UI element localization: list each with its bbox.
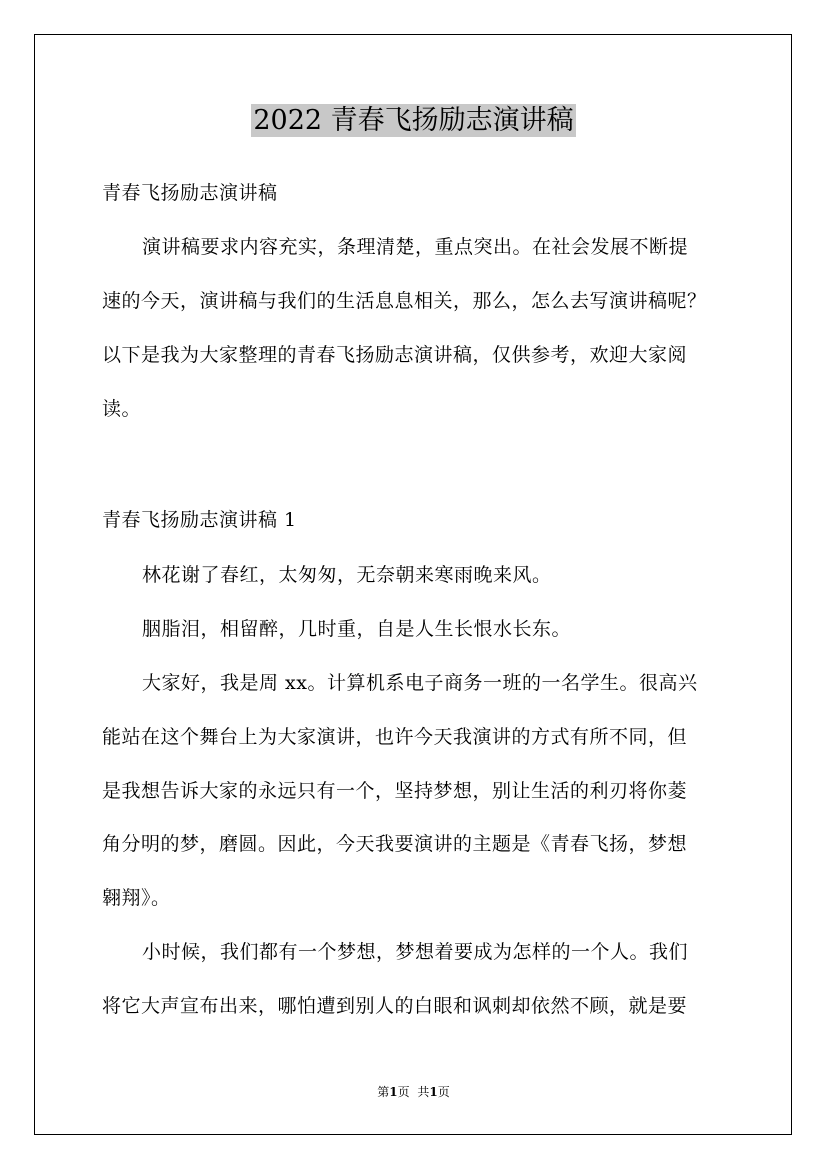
para2-line-1: 小时候，我们都有一个梦想，梦想着要成为怎样的一个人。我们	[142, 941, 689, 963]
para1-line-2: 能站在这个舞台上为大家演讲，也许今天我演讲的方式有所不同，但	[102, 726, 688, 748]
footer-total-prefix: 共	[417, 1085, 430, 1099]
page-footer	[0, 1082, 827, 1102]
para1-line-3: 是我想告诉大家的永远只有一个，坚持梦想，别让生活的利刃将你菱	[102, 780, 688, 802]
footer-page-number: 1	[389, 1085, 398, 1099]
footer-page-suffix: 页	[397, 1085, 410, 1099]
subtitle: 青春飞扬励志演讲稿	[102, 182, 278, 204]
para1-line-4: 角分明的梦，磨圆。因此，今天我要演讲的主题是《青春飞扬，梦想	[102, 833, 688, 855]
document-title-text: 2022 青春飞扬励志演讲稿	[253, 105, 574, 136]
poem-line-2: 胭脂泪，相留醉，几时重，自是人生长恨水长东。	[142, 618, 572, 640]
footer-total-suffix: 页	[437, 1085, 450, 1099]
document-title	[0, 101, 827, 141]
para1-line-5: 翱翔》。	[102, 887, 171, 909]
intro-line-4: 读。	[102, 398, 142, 420]
poem-line-1: 林花谢了春红，太匆匆，无奈朝来寒雨晚来风。	[142, 564, 552, 586]
section-heading: 青春飞扬励志演讲稿 1	[102, 509, 297, 531]
footer-total-pages: 1	[429, 1085, 438, 1099]
intro-line-1: 演讲稿要求内容充实，条理清楚，重点突出。在社会发展不断提	[142, 236, 689, 258]
intro-line-2: 速的今天，演讲稿与我们的生活息息相关，那么，怎么去写演讲稿呢？	[102, 290, 707, 312]
intro-line-3: 以下是我为大家整理的青春飞扬励志演讲稿，仅供参考，欢迎大家阅	[102, 344, 688, 366]
para1-line-1: 大家好，我是周 xx。计算机系电子商务一班的一名学生。很高兴	[142, 672, 698, 694]
para2-line-2: 将它大声宣布出来，哪怕遭到别人的白眼和讽刺却依然不顾，就是要	[102, 995, 688, 1017]
footer-prefix: 第	[377, 1085, 390, 1099]
